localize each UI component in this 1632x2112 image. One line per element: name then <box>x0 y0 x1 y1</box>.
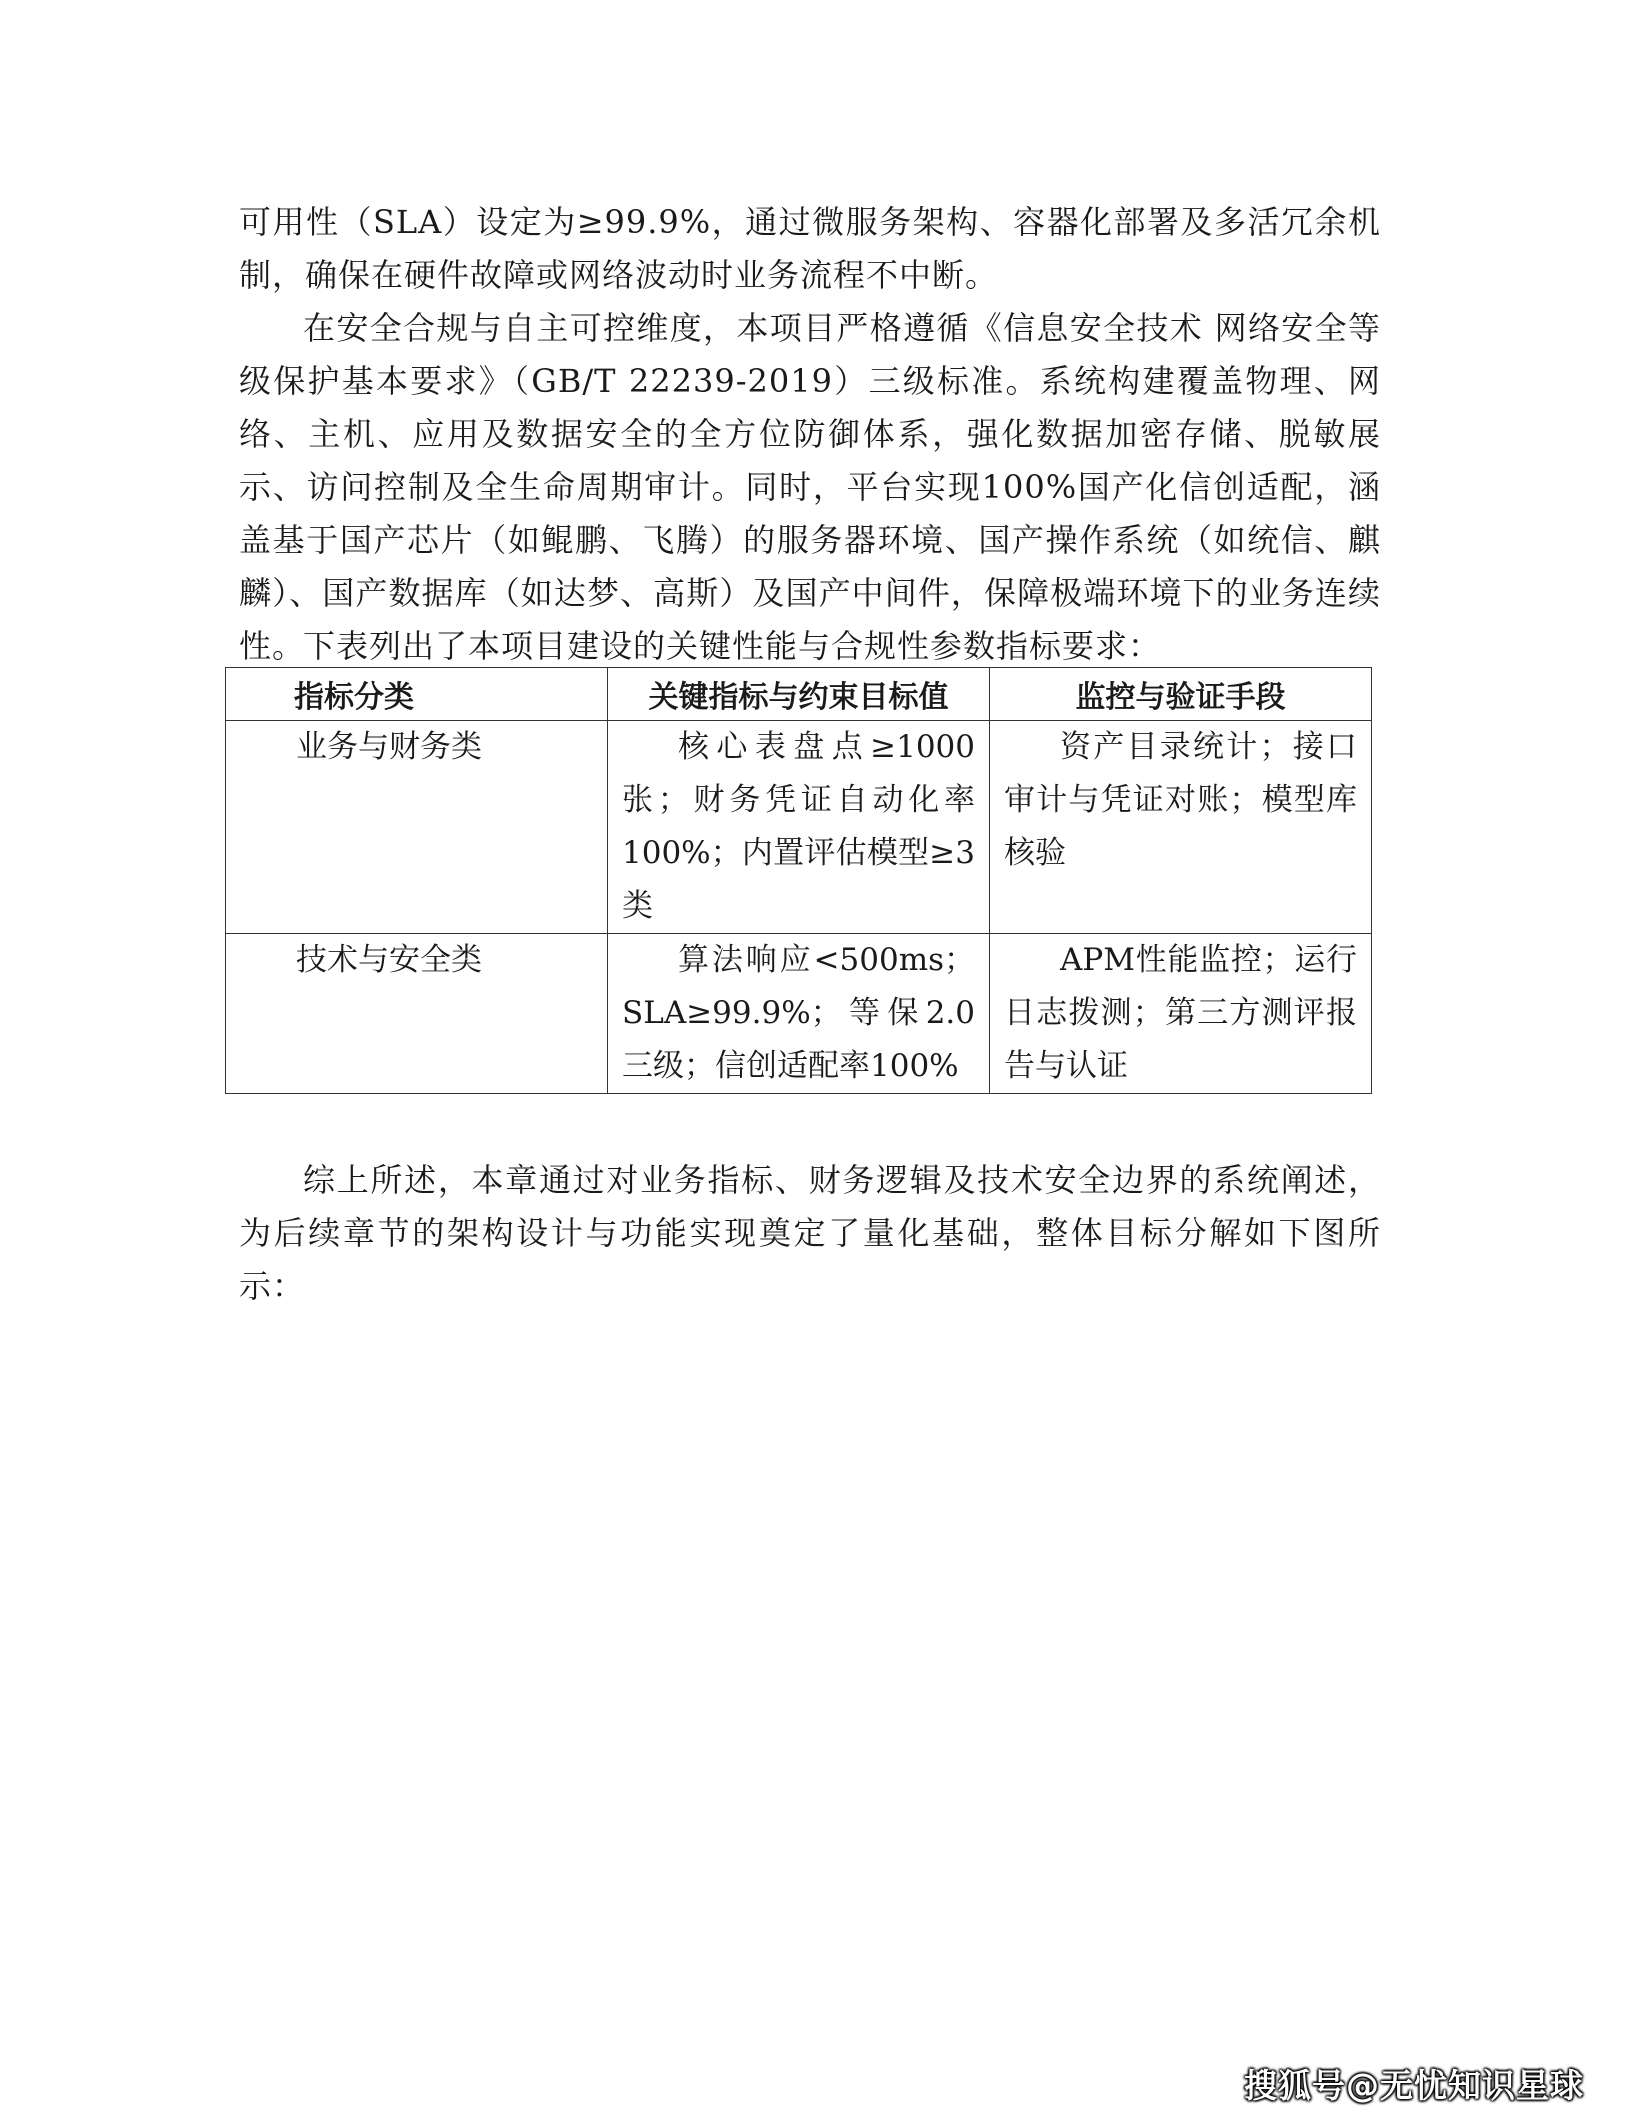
metrics-table <box>225 667 1372 1094</box>
paragraph-sla: 可用性（SLA）设定为≥99.9%，通过微服务架构、容器化部署及多活冗余机制，确保在硬件故障或网络波动时业务流程不中断。 <box>239 203 1381 294</box>
table-header-row <box>226 668 1372 721</box>
paragraph-table-intro: 下表列出了本项目建设的关键性能与合规性参数指标要求： <box>303 627 1162 665</box>
header-category: 指标分类 <box>226 668 608 721</box>
header-targets: 关键指标与约束目标值 <box>608 668 990 721</box>
row-targets: 算法响应<500ms；SLA≥99.9%；等保2.0三级；信创适配率100% <box>608 934 990 1094</box>
header-verification: 监控与验证手段 <box>990 668 1372 721</box>
row-verification: APM性能监控；运行日志拨测；第三方测评报告与认证 <box>990 934 1372 1094</box>
paragraph-security-compliance: 在安全合规与自主可控维度，本项目严格遵循《信息安全技术 网络安全等级保护基本要求》（GB/T 22239-2019）三级标准。系统构建覆盖物理、网络、主机、应用及数据安全的全方位防御体系，强化数据加密存储、脱敏展示、访问控制及全生命周期审计。同时，平台实现100%国产化信创适配，涵盖基于国产芯片（如鲲鹏、飞腾）的服务器环境、国产操作系统（如统信、麒麟）、国产数据库（如达梦、高斯）及国产中间件，保障极端环境下的业务连续性。 <box>239 309 1381 665</box>
table-row <box>226 934 1372 1094</box>
paragraph-summary: 综上所述，本章通过对业务指标、财务逻辑及技术安全边界的系统阐述，为后续章节的架构设计与功能实现奠定了量化基础，整体目标分解如下图所示： <box>239 1161 1381 1305</box>
row-verification: 资产目录统计；接口审计与凭证对账；模型库核验 <box>990 721 1372 934</box>
row-category: 技术与安全类 <box>226 934 608 1094</box>
row-targets: 核心表盘点≥1000张；财务凭证自动化率100%；内置评估模型≥3类 <box>608 721 990 934</box>
row-category: 业务与财务类 <box>226 721 608 934</box>
table-row <box>226 721 1372 934</box>
watermark-text: 搜狐号@无忧知识星球 <box>1244 2066 1584 2105</box>
